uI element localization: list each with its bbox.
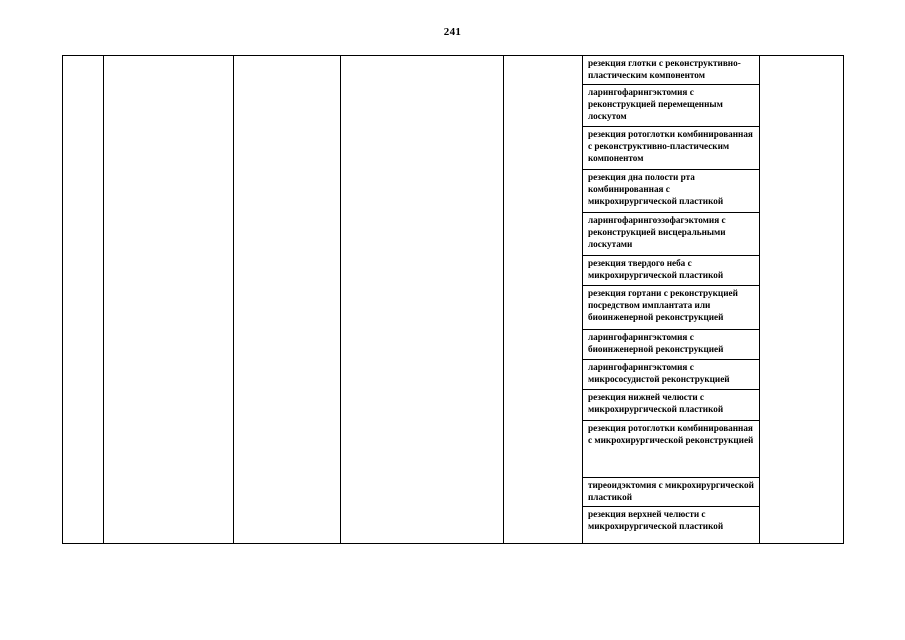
table-cell: резекция нижней челюсти с микрохирургической пластикой [583, 390, 760, 421]
table-cell: ларингофарингэктомия с реконструкцией перемещенным лоскутом [583, 85, 760, 127]
table-cell: резекция гортани с реконструкцией посредством имплантата или биоинженерной реконструкцией [583, 286, 760, 330]
column-border [503, 56, 504, 543]
table-cell: резекция верхней челюсти с микрохирургической пластикой [588, 509, 724, 531]
page-number: 241 [443, 26, 462, 38]
column-border [843, 56, 844, 543]
column-border [62, 56, 63, 543]
table-cell: ларингофарингэктомия с микрососудистой реконструкцией [583, 360, 760, 390]
table-cell: тиреоидэктомия с микрохирургической пластикой [583, 478, 760, 507]
column-border [340, 56, 341, 543]
table-cell: резекция ротоглотки комбинированная с реконструктивно-пластическим компонентом [583, 127, 760, 170]
table-cell: ларингофарингоэзофагэктомия с реконструкцией висцеральными лоскутами [583, 213, 760, 256]
table-cell: ларингофарингэктомия с биоинженерной реконструкцией [583, 330, 760, 360]
treatment-methods-column [583, 56, 760, 543]
column-border [103, 56, 104, 543]
procedures-table [62, 55, 844, 544]
table-cell: резекция дна полости рта комбинированная с микрохирургической пластикой [583, 170, 760, 213]
column-border [233, 56, 234, 543]
table-cell: резекция ротоглотки комбинированная с микрохирургической реконструкцией [583, 421, 760, 478]
table-cell: резекция твердого неба с микрохирургической пластикой [583, 256, 760, 286]
table-cell: резекция глотки с реконструктивно-пластическим компонентом [583, 56, 760, 85]
